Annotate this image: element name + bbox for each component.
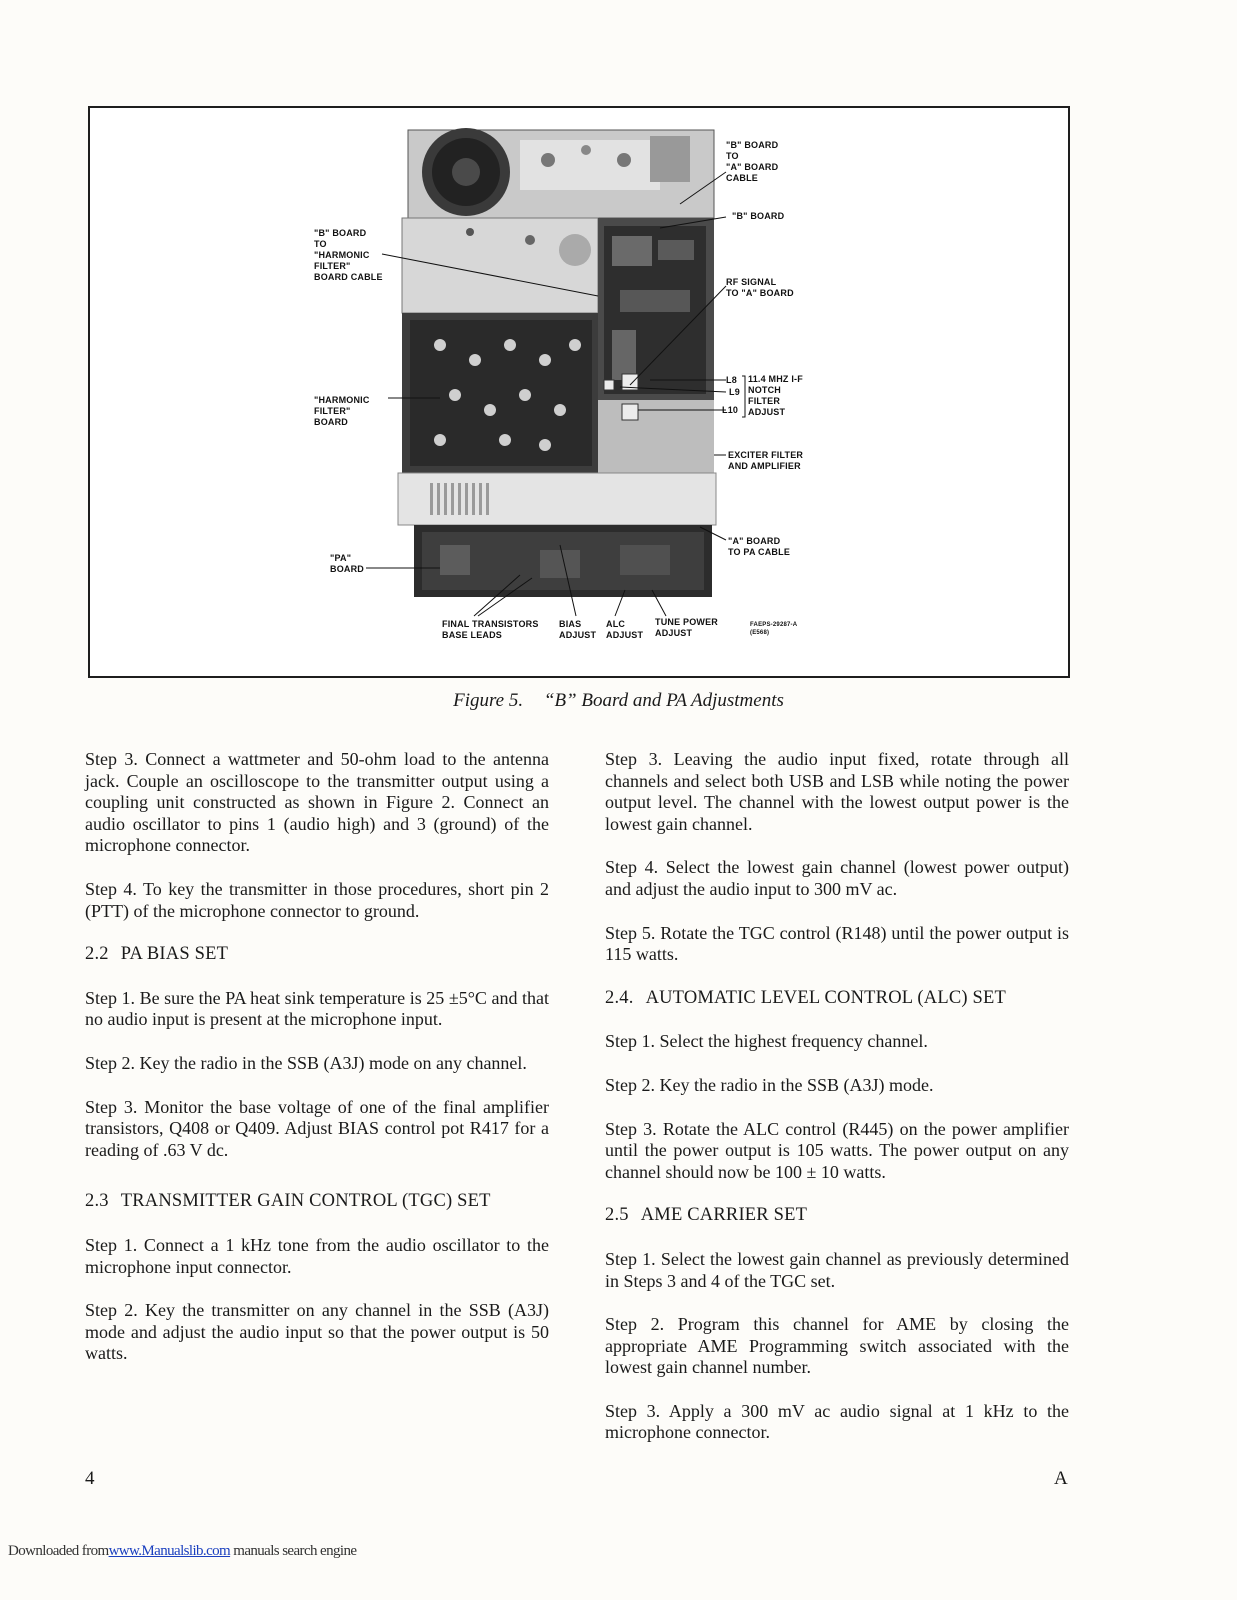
label-exciter: EXCITER FILTER AND AMPLIFIER [728, 450, 804, 471]
paragraph: Step 1. Be sure the PA heat sink temperature is 25 ±5°C and that no audio input is present at the microphone input. [85, 987, 549, 1030]
paragraph: Step 3. Apply a 300 mV ac audio signal at 1 kHz to the microphone connector. [605, 1400, 1069, 1443]
paragraph: Step 4. Select the lowest gain channel (lowest power output) and adjust the audio input to 300 mV ac. [605, 857, 1069, 899]
label-ref-code: FAEPS-29287-A (E568) [750, 622, 798, 636]
revision-letter: A [1054, 1468, 1068, 1489]
label-b-to-a-cable: "B" BOARD TO "A" BOARD CABLE [726, 140, 779, 183]
section-number: 2.2 [85, 944, 109, 965]
left-column [85, 749, 549, 1387]
label-a-to-pa-cable: "A" BOARD TO PA CABLE [728, 536, 791, 557]
section-heading-2-4 [605, 988, 1069, 1010]
paragraph: Step 1. Connect a 1 kHz tone from the audio oscillator to the microphone input connector. [85, 1234, 549, 1277]
paragraph: Step 1. Select the highest frequency channel. [605, 1031, 928, 1052]
paragraph: Step 2. Program this channel for AME by closing the appropriate AME Programming switch associated with the lowest gain channel number. [605, 1314, 1069, 1378]
section-number: 2.4. [605, 987, 634, 1008]
label-l9: L9 [729, 387, 740, 397]
paragraph: Step 1. Select the lowest gain channel as previously determined in Steps 3 and 4 of the TGC set. [605, 1248, 1069, 1291]
label-b-to-harmonic-cable: "B" BOARD TO "HARMONIC FILTER" BOARD CABLE [314, 228, 383, 282]
page-number: 4 [85, 1468, 95, 1489]
figure-caption [0, 690, 1237, 712]
label-rf-signal: RF SIGNAL TO "A" BOARD [726, 277, 794, 298]
label-final-transistors: FINAL TRANSISTORS BASE LEADS [442, 619, 539, 640]
paragraph: Step 5. Rotate the TGC control (R148) until the power output is 115 watts. [605, 922, 1069, 965]
footer-suffix: manuals search engine [230, 1543, 357, 1559]
paragraph: Step 2. Key the transmitter on any channel in the SSB (A3J) mode and adjust the audio input so that the power output is 50 watts. [85, 1300, 549, 1364]
paragraph: Step 3. Monitor the base voltage of one of the final amplifier transistors, Q408 or Q409. Adjust BIAS control pot R417 for a reading of .63 V dc. [85, 1096, 549, 1160]
section-heading-2-5 [605, 1205, 1069, 1227]
section-title: AUTOMATIC LEVEL CONTROL (ALC) SET [645, 987, 1007, 1008]
footer-prefix: Downloaded from [8, 1543, 109, 1559]
section-number: 2.5 [605, 1205, 629, 1226]
right-column [605, 749, 1069, 1466]
paragraph: Step 2. Key the radio in the SSB (A3J) mode on any channel. [85, 1052, 527, 1073]
section-heading-2-3 [85, 1191, 549, 1213]
label-pa-board: "PA" BOARD [330, 553, 364, 574]
label-harmonic-board: "HARMONIC FILTER" BOARD [314, 395, 370, 427]
circuit-board-photo [0, 0, 1237, 700]
section-title: TRANSMITTER GAIN CONTROL (TGC) SET [120, 1191, 491, 1212]
label-b-board: "B" BOARD [732, 211, 785, 221]
label-notch-filter: 11.4 MHZ I-F NOTCH FILTER ADJUST [748, 374, 803, 417]
download-footer [8, 1543, 356, 1560]
section-title: PA BIAS SET [120, 944, 229, 965]
paragraph: Step 3. Leaving the audio input fixed, rotate through all channels and select both USB and LSB while noting the power output level. The channel with the lowest output power is the lowest gain channel. [605, 749, 1069, 834]
label-l10: L10 [722, 405, 739, 415]
paragraph: Step 3. Rotate the ALC control (R445) on the power amplifier until the power output is 105 watts. The power output on any channel should now be 100 ± 10 watts. [605, 1118, 1069, 1182]
caption-title: “B” Board and PA Adjustments [543, 690, 784, 711]
paragraph: Step 4. To key the transmitter in those procedures, short pin 2 (PTT) of the microphone connector to ground. [85, 878, 549, 921]
manualslib-link[interactable]: www.Manualslib.com [108, 1543, 231, 1559]
section-heading-2-2 [85, 944, 549, 966]
label-alc-adjust: ALC ADJUST [606, 619, 644, 640]
paragraph: Step 2. Key the radio in the SSB (A3J) mode. [605, 1074, 934, 1095]
section-number: 2.3 [85, 1191, 109, 1212]
label-l8: L8 [726, 375, 737, 385]
section-title: AME CARRIER SET [640, 1205, 808, 1226]
label-bias-adjust: BIAS ADJUST [559, 619, 597, 640]
paragraph: Step 3. Connect a wattmeter and 50-ohm load to the antenna jack. Couple an oscilloscope to the transmitter output using a coupling unit constructed as shown in Figure 2. Connect an audio oscillator to pins 1 (audio high) and 3 (ground) of the microphone connector. [85, 749, 549, 856]
label-tune-power: TUNE POWER ADJUST [655, 617, 719, 638]
caption-number: Figure 5. [453, 690, 524, 711]
